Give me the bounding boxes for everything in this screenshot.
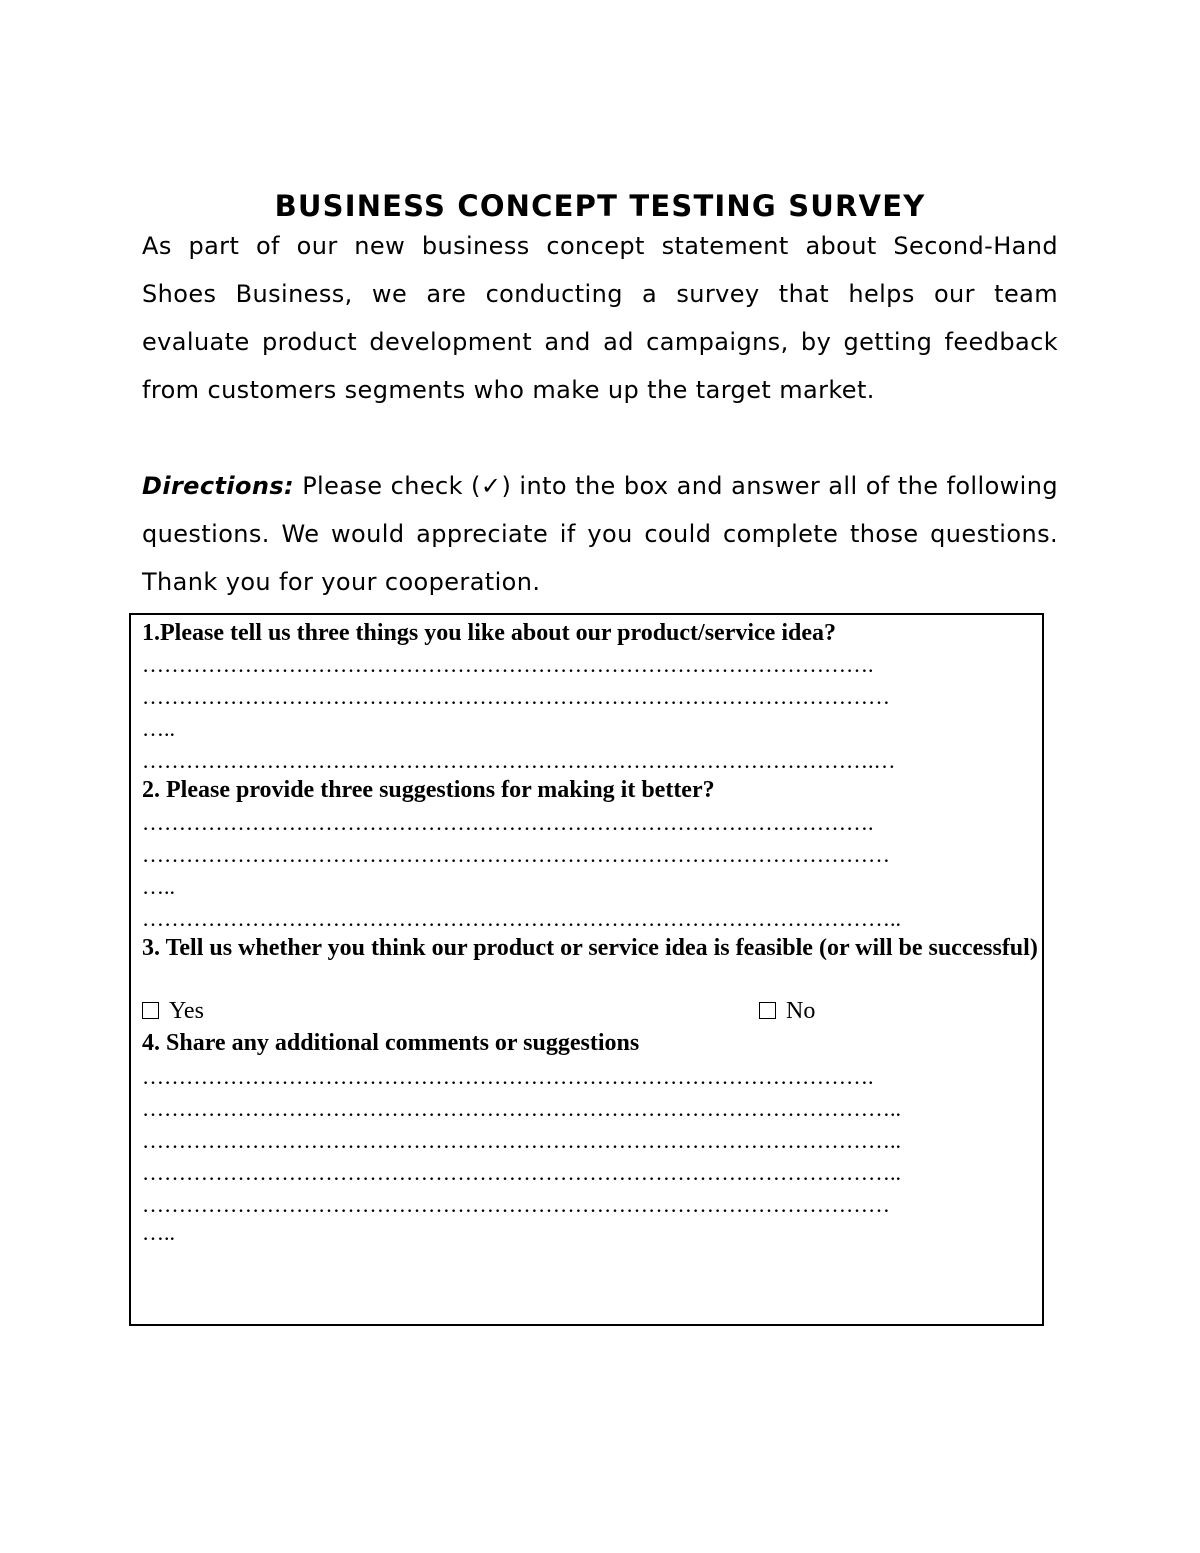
directions-text: Please check (✓) into the box and answer all of the following questions. We would appreciate if you could complete those questions. Thank you for your cooperation. <box>142 472 1058 596</box>
answer-line[interactable]: ………………………………………………………………………………………….. <box>142 1096 901 1121</box>
answer-line[interactable]: ………………………………………………………………………………………. <box>142 810 874 835</box>
question-2: 2. Please provide three suggestions for making it better? <box>142 777 715 803</box>
option-yes-label: Yes <box>169 998 204 1024</box>
answer-line[interactable]: ………………………………………………………………………………………….. <box>142 906 901 931</box>
answer-line[interactable]: ………………………………………………………………………………………… <box>142 684 890 709</box>
answer-line[interactable]: ………………………………………………………………………………………. <box>142 652 874 677</box>
checkbox-icon[interactable] <box>142 1002 159 1019</box>
answer-line[interactable]: ……………………………………………………………………………………….… <box>142 748 896 773</box>
directions-paragraph <box>142 462 1058 606</box>
checkbox-icon[interactable] <box>759 1002 776 1019</box>
option-yes[interactable] <box>142 996 204 1026</box>
answer-line[interactable]: ………………………………………………………………………………………… <box>142 1192 890 1217</box>
answer-line[interactable]: ………………………………………………………………………………………….. <box>142 1128 901 1153</box>
intro-paragraph: As part of our new business concept statement about Second-Hand Shoes Business, we are conducting a survey that helps our team evaluate product development and ad campaigns, by getting feedback from customers segments who make up the target market. <box>142 232 1058 404</box>
answer-line[interactable]: ….. <box>142 716 175 741</box>
answer-line[interactable]: ………………………………………………………………………………………… <box>142 842 890 867</box>
page-title: BUSINESS CONCEPT TESTING SURVEY <box>274 189 926 223</box>
question-4: 4. Share any additional comments or suggestions <box>142 1030 640 1056</box>
question-3: 3. Tell us whether you think our product or service idea is feasible (or will be successful) <box>142 935 1038 961</box>
answer-line[interactable]: ….. <box>142 1220 175 1245</box>
directions-label: Directions: <box>142 472 295 500</box>
answer-line[interactable]: ….. <box>142 874 175 899</box>
option-no[interactable] <box>759 996 815 1026</box>
option-no-label: No <box>786 998 816 1024</box>
answer-line[interactable]: ………………………………………………………………………………………….. <box>142 1160 901 1185</box>
answer-line[interactable]: ………………………………………………………………………………………. <box>142 1064 874 1089</box>
question-1: 1.Please tell us three things you like about our product/service idea? <box>142 620 836 646</box>
